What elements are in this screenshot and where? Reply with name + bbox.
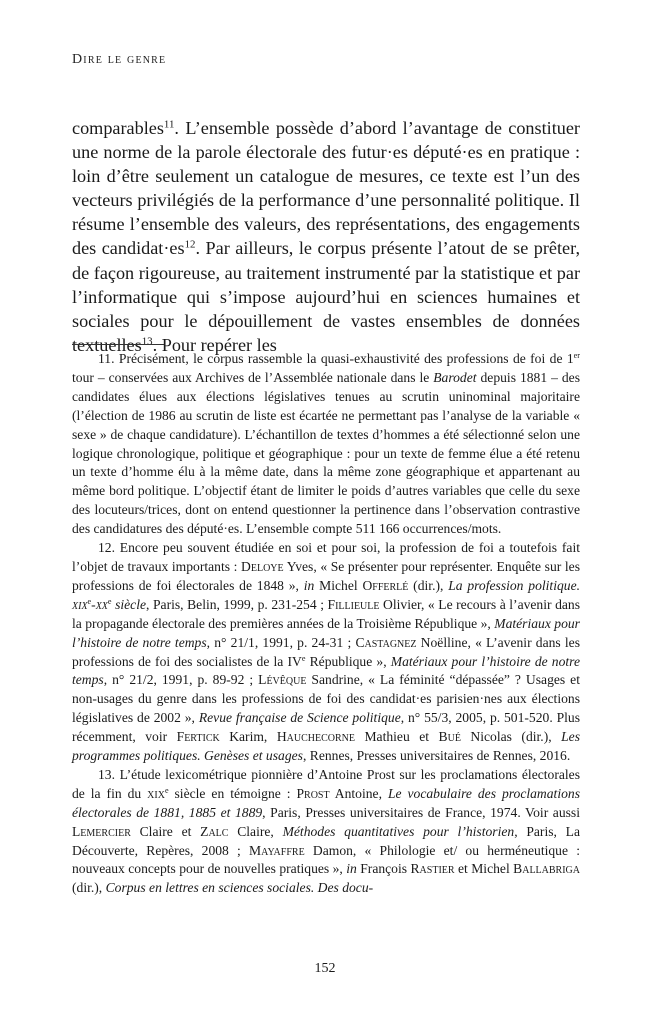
running-head-title: Dire le genre	[72, 52, 167, 67]
footnote-ref-12: 12	[184, 238, 196, 251]
footnotes	[72, 350, 580, 898]
page-number: 152	[314, 961, 336, 976]
footnote-separator	[72, 344, 164, 345]
footnote-ref-13: 13	[141, 335, 153, 348]
footnote-12: 12. Encore peu souvent étudiée en soi et pour soi, la profession de foi a toutefois fait l’objet de travaux importants : Deloye Yves, « Se présenter pour représenter. Enquête sur les professions de foi électorales de 1848 », in Michel Offerlé (dir.), La profession politique. $xix^e-xx^e$ siècle, Paris, Belin, 1999, p. 231-254 ; Fillieule Olivier, « Le recours à l’avenir dans la propagande électorale des premières années de la Troisième République », Matériaux pour l’histoire de notre temps, n° 21/1, 1991, p. 24-31 ; Castagnez Noëlline, « L’avenir dans les professions de foi des socialistes de la IVe République », Matériaux pour l’histoire de notre temps, n° 21/2, 1991, p. 89-92 ; Lévêque Sandrine, « La féminité “dépassée” ? Usages et non-usages du genre dans les professions de foi des candidat·es parisien·nes aux élections législatives de 2002 », Revue française de Science politique, n° 55/3, 2005, p. 501-520. Plus récemment, voir Fertick Karim, Hauchecorne Mathieu et Bué Nicolas (dir.), Les programmes politiques. Genèses et usages, Rennes, Presses universitaires de Rennes, 2016.	[72, 540, 581, 764]
running-head	[72, 52, 166, 68]
body-paragraph: comparables$^{11}$. L’ensemble possède d’abord l’avantage de constituer une norme de la parole électorale des futur·es député·es en pratique : loin d’être seulement un catalogue de mesures, ce texte est l’un des vecteurs privilégiés de la performance d’une personnalité politique. Il résume l’ensemble des valeurs, des représentations, des engagements des $candidat\cdot es^{12}$. Par ailleurs, le corpus présente l’atout de se prêter, de façon rigoureuse, au traitement instrumenté par la statistique et par l’informatique qui s’impose aujourd’hui en sciences humaines et sociales pour le dépouillement de vastes ensembles de données textuelles$^{13}$. Pour repérer les	[72, 118, 581, 355]
footnote-ref-11: 11	[163, 118, 175, 131]
footnote-13: 13. L’étude lexicométrique pionnière d’Antoine Prost sur les proclamations électorales de la fin du xix$^e$ siècle en témoigne : Prost Antoine, Le vocabulaire des proclamations électorales de 1881, 1885 et 1889, Paris, Presses universitaires de France, 1974. Voir aussi Lemercier Claire et Zalc Claire, Méthodes quantitatives pour l’historien, Paris, La Découverte, Repères, 2008 ; Mayaffre Damon, « Philologie et/ ou herméneutique : nouveaux concepts pour de nouvelles pratiques », in François Rastier et Michel Ballabriga (dir.), Corpus en lettres en sciences sociales. Des docu-	[72, 766, 580, 896]
main-text	[72, 116, 580, 357]
footnote-11: 11. Précisément, le corpus rassemble la quasi-exhaustivité des professions de foi de 1er tour – conservées aux Archives de l’Assemblée nationale dans le Barodet depuis 1881 – des candidates élues aux élections législatives tenues au scrutin uninominal majoritaire (l’élection de 1986 au scrutin de liste est écartée ne permettant pas l’analyse de la variable « sexe » de chaque candidature). L’échantillon de textes d’hommes a été sélectionné selon une logique chronologique, politique et géographique : pour un texte de femme élue a été retenu un texte d’homme élu à la même date, dans la même zone géographique et appartenant au même bord politique. L’objectif étant de limiter le poids d’autres variables que celle du sexe des locuteurs/trices, dont on entend questionner la pertinence dans l’observation contrastive des candidatures des député·es. L’ensemble compte 511 166 occurrences/mots.	[72, 351, 580, 537]
